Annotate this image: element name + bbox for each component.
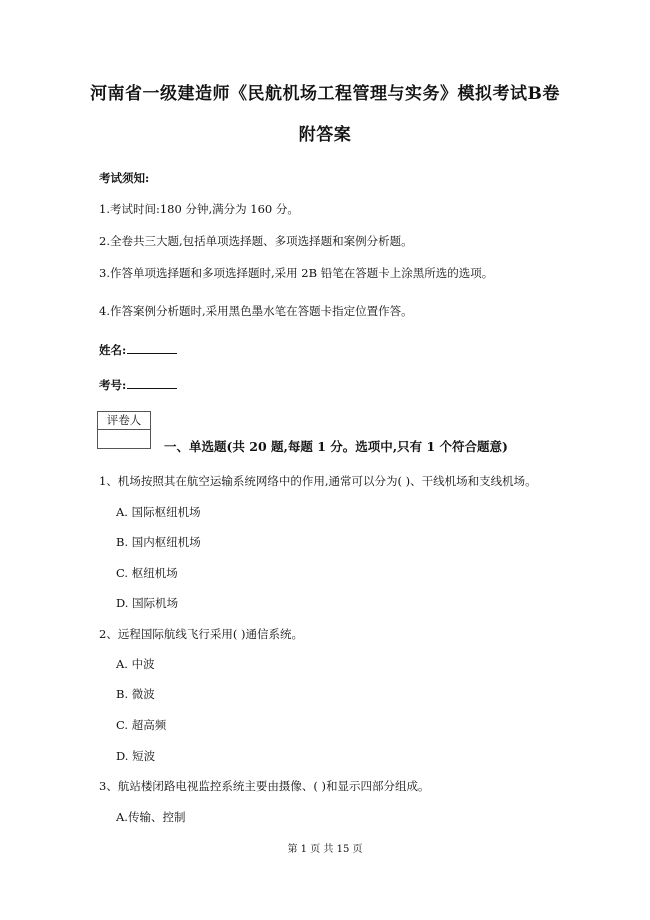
instruction-item: 4.作答案例分析题时,采用黑色墨水笔在答题卡指定位置作答。 [99,304,413,318]
question-2: 2、远程国际航线飞行采用( )通信系统。 [99,627,303,641]
option-1c: C. 枢纽机场 [116,566,178,580]
option-1b: B. 国内枢纽机场 [116,535,201,549]
name-label: 姓名: [99,343,127,357]
name-blank[interactable] [127,342,177,354]
page-title: 河南省一级建造师《民航机场工程管理与实务》模拟考试B卷 [90,84,560,104]
section-title: 一、单选题(共 20 题,每题 1 分。选项中,只有 1 个符合题意) [164,439,508,454]
id-field [99,377,177,393]
option-1a: A. 国际枢纽机场 [116,505,201,519]
name-field [99,342,177,358]
option-2b: B. 微波 [116,687,155,701]
question-1: 1、机场按照其在航空运输系统网络中的作用,通常可以分为( )、干线机场和支线机场。 [99,474,537,488]
grader-box [97,411,151,449]
id-blank[interactable] [127,377,177,389]
instruction-item: 2.全卷共三大题,包括单项选择题、多项选择题和案例分析题。 [99,234,413,248]
option-1d: D. 国际机场 [116,596,179,610]
instructions-heading: 考试须知: [99,171,150,185]
option-2a: A. 中波 [116,657,155,671]
instruction-item: 3.作答单项选择题和多项选择题时,采用 2B 铅笔在答题卡上涂黑所选的选项。 [99,266,494,280]
option-2c: C. 超高频 [116,718,167,732]
option-2d: D. 短波 [116,749,156,763]
id-label: 考号: [99,378,127,392]
page-subtitle: 附答案 [298,125,352,145]
instruction-item: 1.考试时间:180 分钟,满分为 160 分。 [99,202,299,216]
option-3a: A.传输、控制 [116,810,186,824]
grader-label: 评卷人 [98,412,150,430]
question-3: 3、航站楼闭路电视监控系统主要由摄像、( )和显示四部分组成。 [99,779,430,793]
page-number: 第 1 页 共 15 页 [287,844,363,855]
